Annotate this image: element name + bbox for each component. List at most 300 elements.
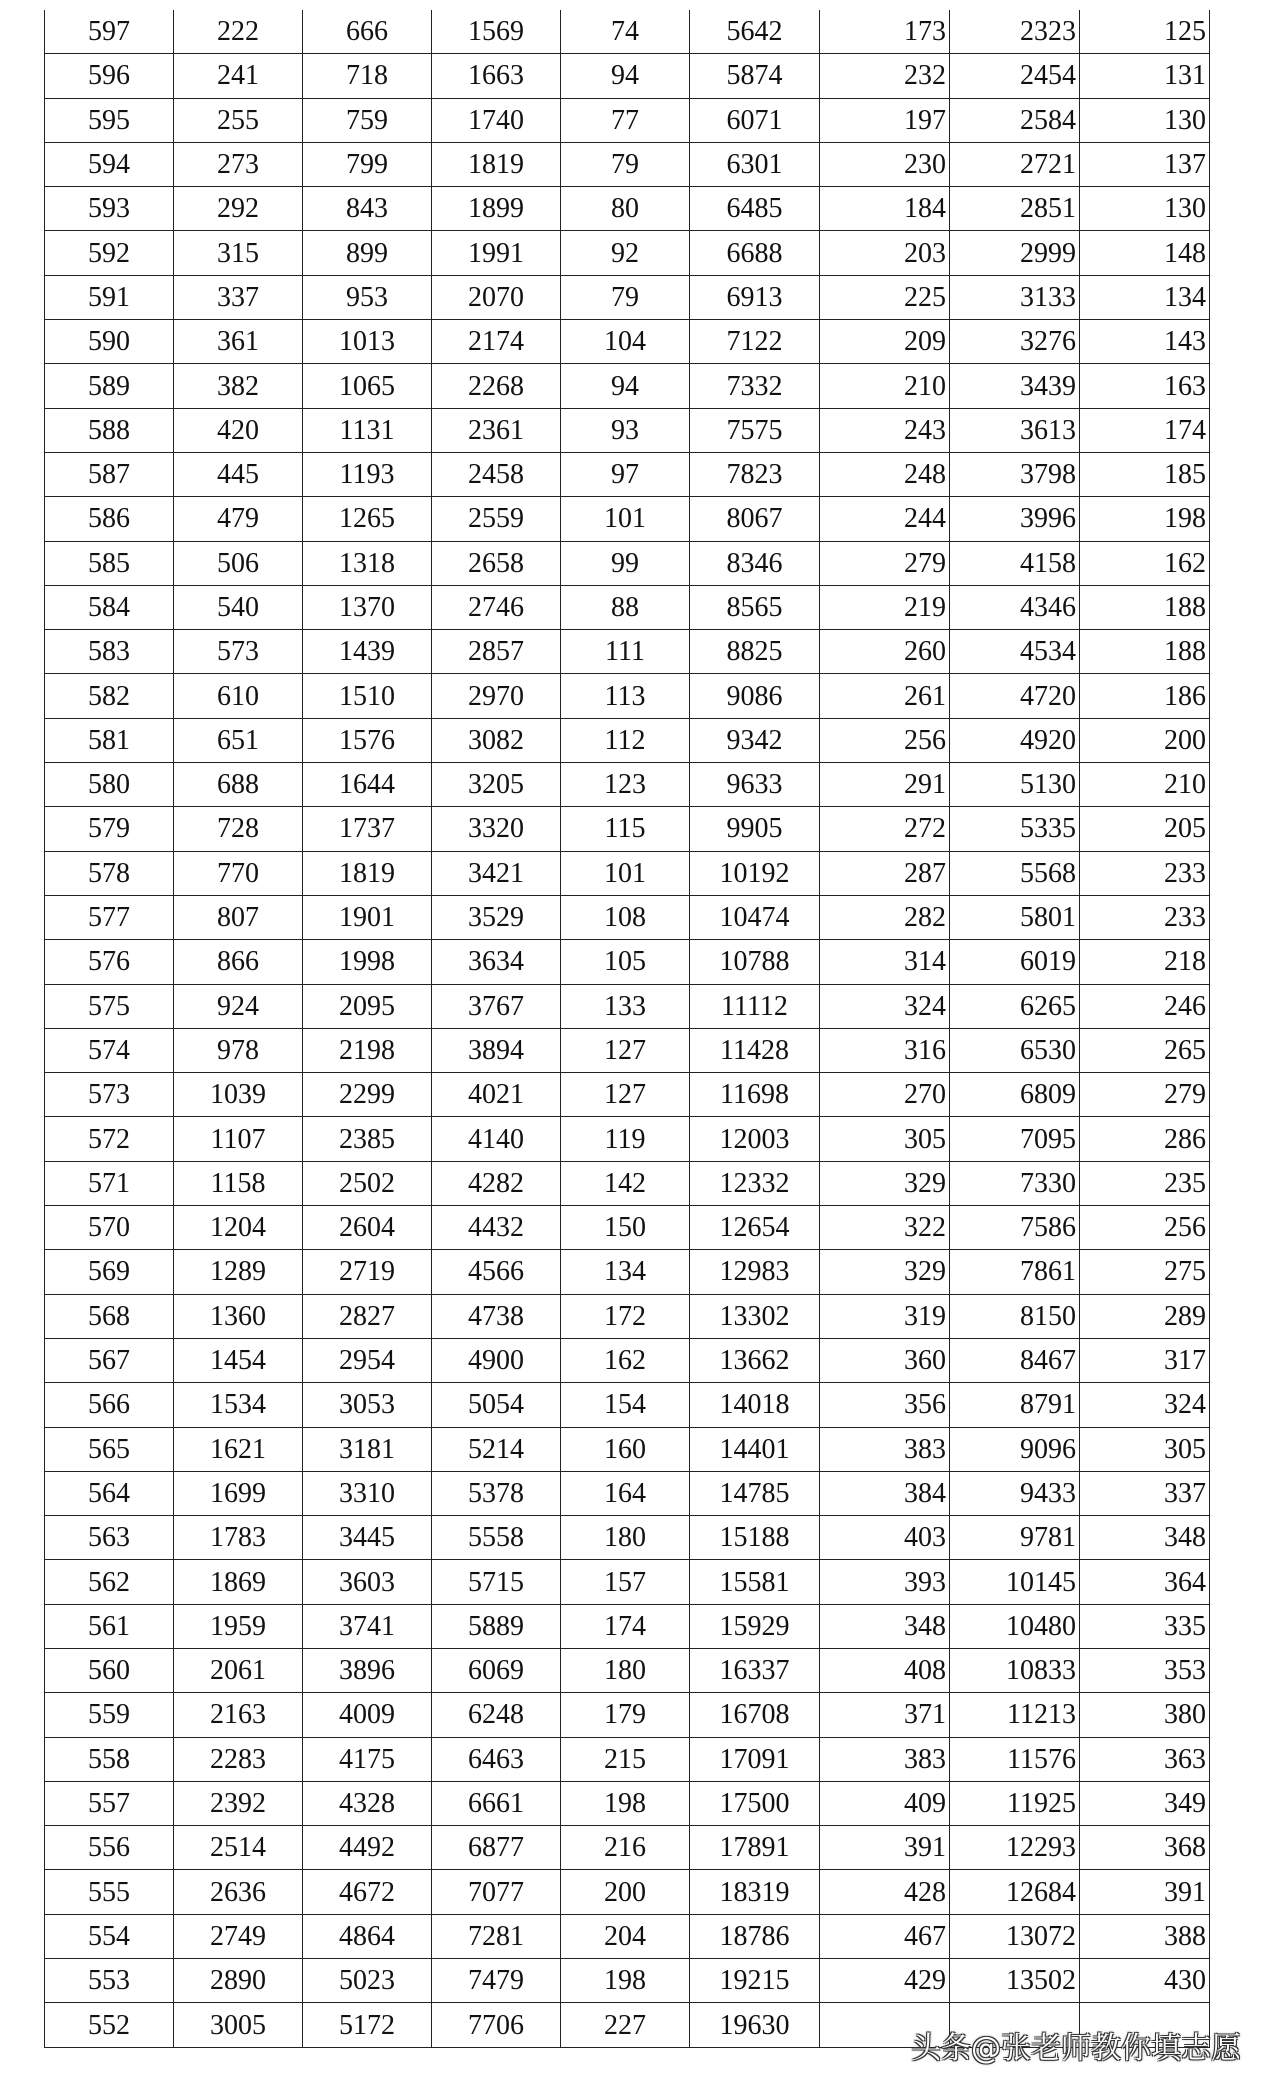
table-cell: 2198	[303, 1028, 432, 1072]
table-cell: 348	[1080, 1516, 1210, 1560]
table-cell: 4492	[303, 1826, 432, 1870]
table-cell: 1569	[432, 10, 561, 54]
table-cell: 361	[174, 320, 303, 364]
table-cell: 555	[45, 1870, 174, 1914]
table-cell: 506	[174, 541, 303, 585]
table-cell: 111	[561, 630, 690, 674]
table-cell: 137	[1080, 142, 1210, 186]
table-cell: 200	[561, 1870, 690, 1914]
table-cell: 15581	[690, 1560, 820, 1604]
table-cell: 200	[1080, 718, 1210, 762]
table-cell: 174	[561, 1604, 690, 1648]
table-cell: 105	[561, 940, 690, 984]
table-cell: 123	[561, 763, 690, 807]
table-cell: 2070	[432, 275, 561, 319]
table-cell: 329	[820, 1161, 950, 1205]
table-cell: 4175	[303, 1737, 432, 1781]
table-row	[45, 1959, 1210, 2003]
table-cell: 163	[1080, 364, 1210, 408]
table-cell: 282	[820, 895, 950, 939]
table-cell: 12003	[690, 1117, 820, 1161]
table-cell: 7122	[690, 320, 820, 364]
table-cell: 6248	[432, 1693, 561, 1737]
table-cell: 101	[561, 851, 690, 895]
table-cell: 445	[174, 452, 303, 496]
table-cell: 13502	[950, 1959, 1080, 2003]
table-cell: 6688	[690, 231, 820, 275]
table-cell: 2604	[303, 1206, 432, 1250]
table-row	[45, 763, 1210, 807]
table-cell: 2283	[174, 1737, 303, 1781]
table-cell: 7095	[950, 1117, 1080, 1161]
table-cell: 576	[45, 940, 174, 984]
table-cell: 12684	[950, 1870, 1080, 1914]
table-cell: 18786	[690, 1914, 820, 1958]
table-cell: 584	[45, 585, 174, 629]
table-cell: 597	[45, 10, 174, 54]
table-cell: 17500	[690, 1781, 820, 1825]
table-cell: 7281	[432, 1914, 561, 1958]
table-cell: 579	[45, 807, 174, 851]
table-cell: 3205	[432, 763, 561, 807]
table-cell: 7332	[690, 364, 820, 408]
table-cell: 1737	[303, 807, 432, 851]
table-cell: 97	[561, 452, 690, 496]
table-cell: 160	[561, 1427, 690, 1471]
table-cell: 186	[1080, 674, 1210, 718]
table-cell: 1991	[432, 231, 561, 275]
table-row	[45, 851, 1210, 895]
table-cell: 7330	[950, 1161, 1080, 1205]
table-cell: 3310	[303, 1471, 432, 1515]
table-cell: 1699	[174, 1471, 303, 1515]
table-row	[45, 585, 1210, 629]
table-cell: 324	[820, 984, 950, 1028]
table-cell: 1959	[174, 1604, 303, 1648]
table-cell: 589	[45, 364, 174, 408]
table-cell: 1819	[303, 851, 432, 895]
table-cell: 79	[561, 275, 690, 319]
table-row	[45, 1604, 1210, 1648]
table-cell: 4328	[303, 1781, 432, 1825]
table-cell: 260	[820, 630, 950, 674]
table-cell: 564	[45, 1471, 174, 1515]
table-cell: 582	[45, 674, 174, 718]
table-cell: 554	[45, 1914, 174, 1958]
table-cell: 594	[45, 142, 174, 186]
table-cell: 255	[174, 98, 303, 142]
table-cell: 2268	[432, 364, 561, 408]
table-cell: 19630	[690, 2003, 820, 2047]
table-row	[45, 630, 1210, 674]
table-cell: 261	[820, 674, 950, 718]
table-cell: 10788	[690, 940, 820, 984]
table-cell: 13302	[690, 1294, 820, 1338]
table-cell: 596	[45, 54, 174, 98]
table-cell: 108	[561, 895, 690, 939]
table-row	[45, 10, 1210, 54]
table-cell: 566	[45, 1383, 174, 1427]
table-cell: 16337	[690, 1648, 820, 1692]
table-cell: 479	[174, 497, 303, 541]
table-cell: 218	[1080, 940, 1210, 984]
table-cell: 1869	[174, 1560, 303, 1604]
table-cell: 279	[820, 541, 950, 585]
table-cell: 2999	[950, 231, 1080, 275]
table-row	[45, 940, 1210, 984]
table-cell: 591	[45, 275, 174, 319]
table-cell: 593	[45, 187, 174, 231]
table-cell: 11698	[690, 1073, 820, 1117]
table-cell: 577	[45, 895, 174, 939]
table-cell: 319	[820, 1294, 950, 1338]
table-cell: 17891	[690, 1826, 820, 1870]
table-cell: 172	[561, 1294, 690, 1338]
table-cell: 587	[45, 452, 174, 496]
table-cell: 651	[174, 718, 303, 762]
table-cell: 843	[303, 187, 432, 231]
table-cell: 2851	[950, 187, 1080, 231]
table-cell: 4534	[950, 630, 1080, 674]
table-cell: 219	[820, 585, 950, 629]
table-cell: 314	[820, 940, 950, 984]
table-cell: 198	[1080, 497, 1210, 541]
table-cell: 80	[561, 187, 690, 231]
table-cell: 119	[561, 1117, 690, 1161]
table-cell: 162	[561, 1338, 690, 1382]
table-row	[45, 187, 1210, 231]
table-cell: 188	[1080, 630, 1210, 674]
table-cell: 571	[45, 1161, 174, 1205]
table-cell: 225	[820, 275, 950, 319]
table-cell: 6913	[690, 275, 820, 319]
table-row	[45, 1427, 1210, 1471]
table-cell: 586	[45, 497, 174, 541]
table-cell: 5023	[303, 1959, 432, 2003]
table-cell: 3320	[432, 807, 561, 851]
table-cell: 150	[561, 1206, 690, 1250]
table-cell: 356	[820, 1383, 950, 1427]
table-cell: 5642	[690, 10, 820, 54]
table-cell: 7823	[690, 452, 820, 496]
table-cell: 4346	[950, 585, 1080, 629]
table-cell: 3005	[174, 2003, 303, 2047]
table-cell: 4738	[432, 1294, 561, 1338]
table-cell: 9781	[950, 1516, 1080, 1560]
table-cell: 4140	[432, 1117, 561, 1161]
table-cell: 7586	[950, 1206, 1080, 1250]
table-cell: 4900	[432, 1338, 561, 1382]
table-cell: 3421	[432, 851, 561, 895]
table-cell: 4672	[303, 1870, 432, 1914]
table-cell: 1265	[303, 497, 432, 541]
table-cell: 11576	[950, 1737, 1080, 1781]
table-cell: 5889	[432, 1604, 561, 1648]
table-cell: 273	[174, 142, 303, 186]
table-row	[45, 1693, 1210, 1737]
table-cell: 180	[561, 1648, 690, 1692]
table-cell: 12983	[690, 1250, 820, 1294]
table-cell: 467	[820, 1914, 950, 1958]
table-cell: 11213	[950, 1693, 1080, 1737]
table-cell: 420	[174, 408, 303, 452]
table-cell: 10145	[950, 1560, 1080, 1604]
table-row	[45, 1648, 1210, 1692]
table-cell: 291	[820, 763, 950, 807]
table-cell: 3181	[303, 1427, 432, 1471]
table-cell: 79	[561, 142, 690, 186]
table-cell: 256	[1080, 1206, 1210, 1250]
table-cell: 6661	[432, 1781, 561, 1825]
table-cell: 1621	[174, 1427, 303, 1471]
table-cell: 1158	[174, 1161, 303, 1205]
table-cell: 289	[1080, 1294, 1210, 1338]
table-cell: 2454	[950, 54, 1080, 98]
watermark-text: 头条@张老师教你填志愿	[911, 2031, 1241, 2066]
table-cell: 2559	[432, 497, 561, 541]
table-cell: 4432	[432, 1206, 561, 1250]
table-cell: 4282	[432, 1161, 561, 1205]
table-cell: 286	[1080, 1117, 1210, 1161]
table-row	[45, 1294, 1210, 1338]
table-row	[45, 1471, 1210, 1515]
table-cell: 8150	[950, 1294, 1080, 1338]
table-cell: 409	[820, 1781, 950, 1825]
table-cell: 4009	[303, 1693, 432, 1737]
table-cell: 19215	[690, 1959, 820, 2003]
table-cell: 164	[561, 1471, 690, 1515]
table-cell: 368	[1080, 1826, 1210, 1870]
table-cell: 113	[561, 674, 690, 718]
table-cell: 1360	[174, 1294, 303, 1338]
table-cell: 292	[174, 187, 303, 231]
table-cell: 371	[820, 1693, 950, 1737]
table-cell: 241	[174, 54, 303, 98]
table-cell: 6265	[950, 984, 1080, 1028]
table-cell: 391	[1080, 1870, 1210, 1914]
table-cell: 337	[1080, 1471, 1210, 1515]
table-cell: 565	[45, 1427, 174, 1471]
table-cell: 5715	[432, 1560, 561, 1604]
table-cell: 1131	[303, 408, 432, 452]
table-cell: 4720	[950, 674, 1080, 718]
table-cell: 590	[45, 320, 174, 364]
table-cell: 561	[45, 1604, 174, 1648]
table-cell: 592	[45, 231, 174, 275]
table-row	[45, 320, 1210, 364]
table-row	[45, 1781, 1210, 1825]
table-cell: 12293	[950, 1826, 1080, 1870]
table-cell: 3529	[432, 895, 561, 939]
table-cell: 157	[561, 1560, 690, 1604]
table-cell: 6809	[950, 1073, 1080, 1117]
table-cell: 9086	[690, 674, 820, 718]
table-cell: 383	[820, 1427, 950, 1471]
table-row	[45, 54, 1210, 98]
table-cell: 127	[561, 1073, 690, 1117]
table-cell: 4158	[950, 541, 1080, 585]
table-cell: 5335	[950, 807, 1080, 851]
table-cell: 6069	[432, 1648, 561, 1692]
table-cell: 1819	[432, 142, 561, 186]
table-row	[45, 231, 1210, 275]
table-cell: 4021	[432, 1073, 561, 1117]
table-cell: 3603	[303, 1560, 432, 1604]
table-cell: 148	[1080, 231, 1210, 275]
table-cell: 588	[45, 408, 174, 452]
table-cell: 244	[820, 497, 950, 541]
table-cell: 10833	[950, 1648, 1080, 1692]
table-cell: 2749	[174, 1914, 303, 1958]
table-cell: 364	[1080, 1560, 1210, 1604]
table-cell: 1439	[303, 630, 432, 674]
table-cell: 2514	[174, 1826, 303, 1870]
table-cell: 16708	[690, 1693, 820, 1737]
table-cell: 348	[820, 1604, 950, 1648]
table-cell: 329	[820, 1250, 950, 1294]
table-cell: 13072	[950, 1914, 1080, 1958]
table-cell: 2299	[303, 1073, 432, 1117]
table-cell: 9433	[950, 1471, 1080, 1515]
table-cell: 11925	[950, 1781, 1080, 1825]
table-row	[45, 674, 1210, 718]
table-cell: 11428	[690, 1028, 820, 1072]
table-cell: 11112	[690, 984, 820, 1028]
table-cell: 1318	[303, 541, 432, 585]
table-cell: 2584	[950, 98, 1080, 142]
table-cell: 384	[820, 1471, 950, 1515]
table-cell: 305	[820, 1117, 950, 1161]
table-cell: 188	[1080, 585, 1210, 629]
table-cell: 134	[561, 1250, 690, 1294]
table-cell: 540	[174, 585, 303, 629]
table-cell: 272	[820, 807, 950, 851]
table-cell: 94	[561, 54, 690, 98]
table-cell: 7479	[432, 1959, 561, 2003]
table-cell: 1510	[303, 674, 432, 718]
table-cell: 184	[820, 187, 950, 231]
table-cell: 1289	[174, 1250, 303, 1294]
table-cell: 6071	[690, 98, 820, 142]
table-cell: 899	[303, 231, 432, 275]
table-cell: 104	[561, 320, 690, 364]
table-row	[45, 807, 1210, 851]
table-cell: 5558	[432, 1516, 561, 1560]
table-cell: 718	[303, 54, 432, 98]
table-cell: 770	[174, 851, 303, 895]
table-cell: 573	[174, 630, 303, 674]
table-cell: 403	[820, 1516, 950, 1560]
table-cell: 3276	[950, 320, 1080, 364]
table-cell: 3767	[432, 984, 561, 1028]
table-cell: 574	[45, 1028, 174, 1072]
table-cell: 5130	[950, 763, 1080, 807]
table-row	[45, 1383, 1210, 1427]
table-cell: 866	[174, 940, 303, 984]
table-cell: 2174	[432, 320, 561, 364]
table-cell: 233	[1080, 895, 1210, 939]
table-cell: 4864	[303, 1914, 432, 1958]
table-cell: 215	[561, 1737, 690, 1781]
table-row	[45, 142, 1210, 186]
table-row	[45, 98, 1210, 142]
table-row	[45, 1206, 1210, 1250]
table-cell: 197	[820, 98, 950, 142]
table-cell: 9342	[690, 718, 820, 762]
table-cell: 5874	[690, 54, 820, 98]
table-cell: 198	[561, 1781, 690, 1825]
table-body	[45, 10, 1210, 2047]
table-cell: 162	[1080, 541, 1210, 585]
table-cell: 569	[45, 1250, 174, 1294]
table-row	[45, 718, 1210, 762]
table-cell: 953	[303, 275, 432, 319]
table-cell: 1370	[303, 585, 432, 629]
table-cell: 14018	[690, 1383, 820, 1427]
table-cell: 728	[174, 807, 303, 851]
table-cell: 575	[45, 984, 174, 1028]
table-cell: 287	[820, 851, 950, 895]
table-cell: 393	[820, 1560, 950, 1604]
table-cell: 1065	[303, 364, 432, 408]
table-row	[45, 1028, 1210, 1072]
table-cell: 1454	[174, 1338, 303, 1382]
table-cell: 77	[561, 98, 690, 142]
table-cell: 222	[174, 10, 303, 54]
table-row	[45, 408, 1210, 452]
table-cell: 2502	[303, 1161, 432, 1205]
table-cell: 1107	[174, 1117, 303, 1161]
table-cell: 18319	[690, 1870, 820, 1914]
table-cell: 1901	[303, 895, 432, 939]
table-cell: 688	[174, 763, 303, 807]
table-cell: 1998	[303, 940, 432, 984]
table-cell: 185	[1080, 452, 1210, 496]
table-cell: 5378	[432, 1471, 561, 1515]
table-cell: 7575	[690, 408, 820, 452]
table-cell: 1013	[303, 320, 432, 364]
table-row	[45, 452, 1210, 496]
table-cell: 583	[45, 630, 174, 674]
table-cell: 6877	[432, 1826, 561, 1870]
table-cell: 6019	[950, 940, 1080, 984]
table-cell: 2323	[950, 10, 1080, 54]
table-cell: 173	[820, 10, 950, 54]
table-cell: 275	[1080, 1250, 1210, 1294]
table-cell: 7706	[432, 2003, 561, 2047]
table-cell: 127	[561, 1028, 690, 1072]
table-cell: 8565	[690, 585, 820, 629]
table-cell: 556	[45, 1826, 174, 1870]
table-cell: 317	[1080, 1338, 1210, 1382]
table-cell: 130	[1080, 187, 1210, 231]
table-cell: 279	[1080, 1073, 1210, 1117]
table-row	[45, 1073, 1210, 1117]
table-cell: 227	[561, 2003, 690, 2047]
table-cell: 134	[1080, 275, 1210, 319]
table-cell: 807	[174, 895, 303, 939]
table-cell: 12332	[690, 1161, 820, 1205]
table-cell: 573	[45, 1073, 174, 1117]
table-cell: 198	[561, 1959, 690, 2003]
table-cell: 94	[561, 364, 690, 408]
table-cell: 133	[561, 984, 690, 1028]
table-cell: 8791	[950, 1383, 1080, 1427]
table-cell: 174	[1080, 408, 1210, 452]
table-cell: 1204	[174, 1206, 303, 1250]
table-cell: 578	[45, 851, 174, 895]
table-cell: 1783	[174, 1516, 303, 1560]
